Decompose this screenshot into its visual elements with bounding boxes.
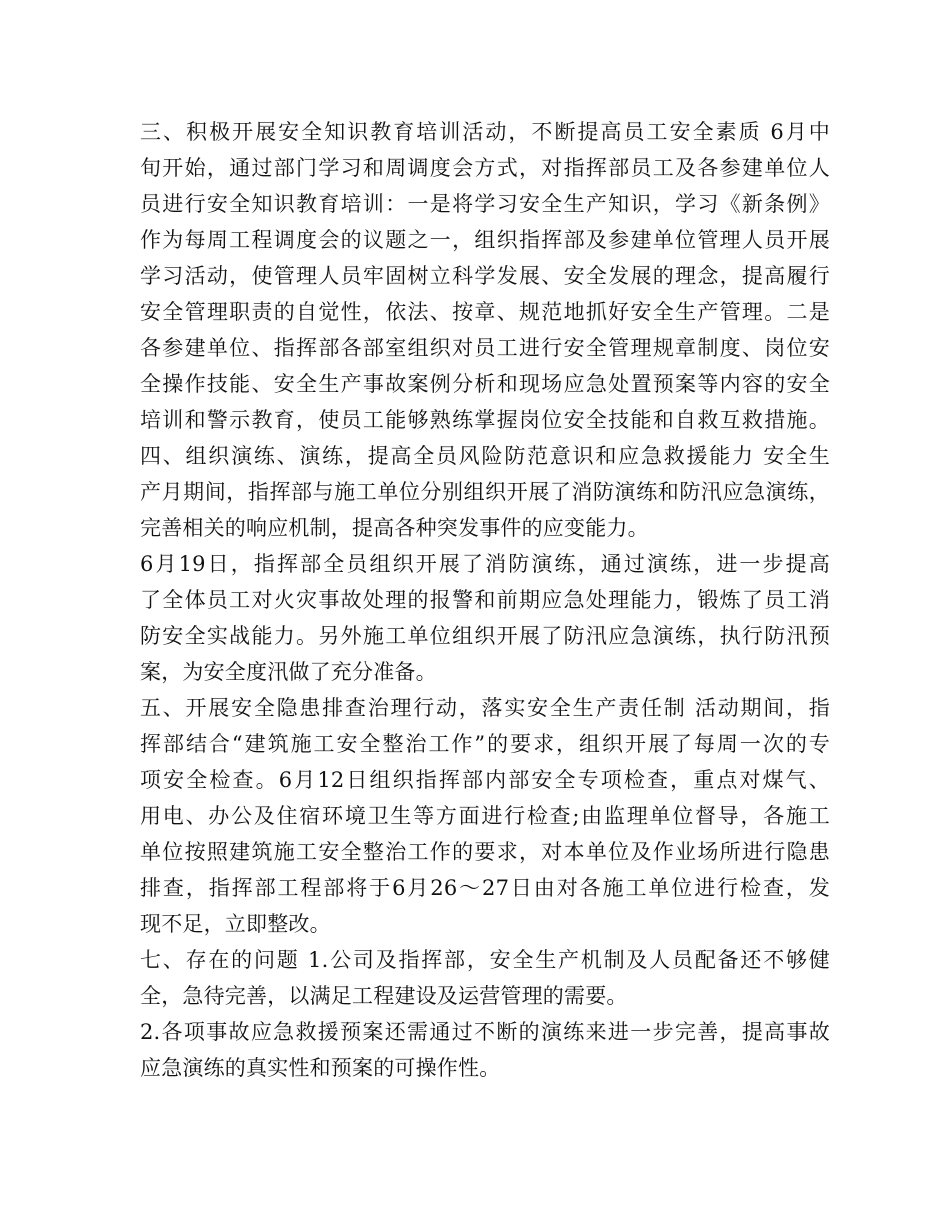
text-line: 防安全实战能力。另外施工单位组织开展了防汛应急演练，执行防汛预 — [140, 624, 830, 648]
text-line: 旬开始，通过部门学习和周调度会方式，对指挥部员工及各参建单位人 — [140, 156, 830, 180]
text-line: 6月19日，指挥部全员组织开展了消防演练，通过演练，进一步提高 — [140, 552, 830, 576]
text-line: 五、开展安全隐患排查治理行动，落实安全生产责任制 活动期间，指 — [140, 696, 830, 720]
text-line: 三、积极开展安全知识教育培训活动，不断提高员工安全素质 6月中 — [140, 120, 830, 144]
text-line: 安全管理职责的自觉性，依法、按章、规范地抓好安全生产管理。二是 — [140, 300, 830, 324]
text-line: 产月期间，指挥部与施工单位分别组织开展了消防演练和防汛应急演练， — [140, 480, 830, 504]
text-line: 各参建单位、指挥部各部室组织对员工进行安全管理规章制度、岗位安 — [140, 336, 830, 360]
text-line: 员进行安全知识教育培训：一是将学习安全生产知识，学习《新条例》 — [140, 192, 830, 216]
text-line: 用电、办公及住宿环境卫生等方面进行检查;由监理单位督导，各施工 — [140, 804, 830, 828]
text-line: 作为每周工程调度会的议题之一，组织指挥部及参建单位管理人员开展 — [140, 228, 830, 252]
document-body — [140, 114, 830, 1086]
text-line: 七、存在的问题 1.公司及指挥部，安全生产机制及人员配备还不够健 — [140, 948, 830, 972]
text-line: 学习活动，使管理人员牢固树立科学发展、安全发展的理念，提高履行 — [140, 264, 830, 288]
text-line: 排查，指挥部工程部将于6月26～27日由对各施工单位进行检查，发 — [140, 876, 830, 900]
text-line: 项安全检查。6月12日组织指挥部内部安全专项检查，重点对煤气、 — [140, 768, 830, 792]
text-line: 现不足，立即整改。 — [140, 912, 331, 936]
text-line: 完善相关的响应机制，提高各种突发事件的应变能力。 — [140, 516, 649, 540]
text-line: 全，急待完善，以满足工程建设及运营管理的需要。 — [140, 984, 628, 1008]
text-line: 应急演练的真实性和预案的可操作性。 — [140, 1056, 501, 1080]
text-line: 四、组织演练、演练，提高全员风险防范意识和应急救援能力 安全生 — [140, 444, 830, 468]
text-line: 案，为安全度汛做了充分准备。 — [140, 660, 437, 684]
text-line: 培训和警示教育，使员工能够熟练掌握岗位安全技能和自救互救措施。 — [140, 408, 830, 432]
text-line: 2.各项事故应急救援预案还需通过不断的演练来进一步完善，提高事故 — [140, 1020, 830, 1044]
text-line: 了全体员工对火灾事故处理的报警和前期应急处理能力，锻炼了员工消 — [140, 588, 830, 612]
text-line: 全操作技能、安全生产事故案例分析和现场应急处置预案等内容的安全 — [140, 372, 830, 396]
text-line: 单位按照建筑施工安全整治工作的要求，对本单位及作业场所进行隐患 — [140, 840, 830, 864]
text-line: 挥部结合“建筑施工安全整治工作”的要求，组织开展了每周一次的专 — [140, 732, 830, 756]
